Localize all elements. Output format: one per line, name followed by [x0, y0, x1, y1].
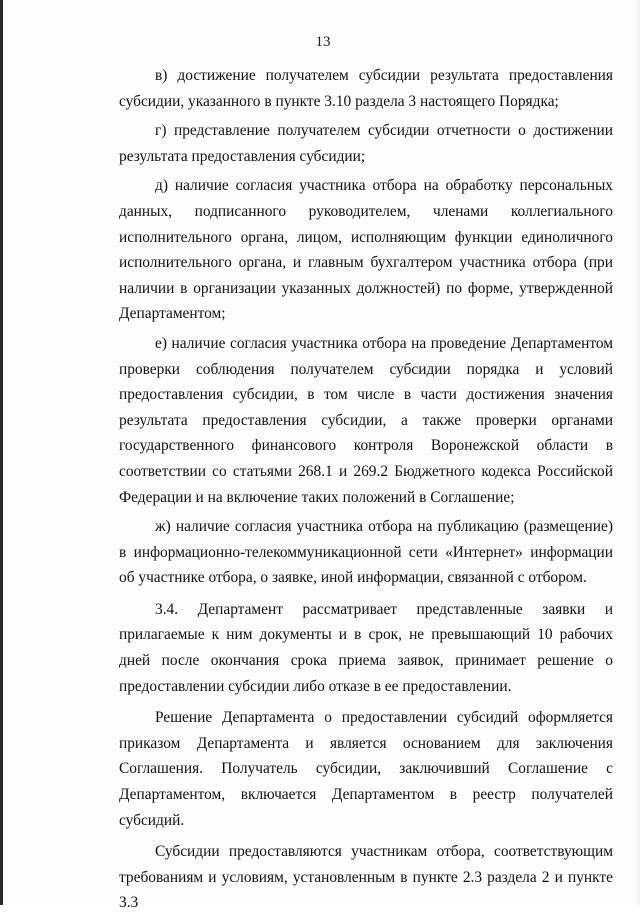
paragraph-v: в) достижение получателем субсидии результата предоставления субсидии, указанного в пункте 3.10 раздела 3 настоящего Порядка; — [119, 67, 613, 110]
scan-edge — [634, 0, 640, 905]
paragraph-e: е) наличие согласия участника отбора на проведение Департаментом проверки соблюдения получателем субсидии порядка и условий предоставления субсидии, в том числе в части достижения значения результата предоставления субсидии, а также проверки органами государственного финансового контроля Воронежской области в соответствии со статьями 268.1 и 269.2 Бюджетного кодекса Российской Федерации и на включение таких положений в Соглашение; — [119, 334, 613, 506]
paragraph-g: г) представление получателем субсидии отчетности о достижении результата предоставления субсидии; — [119, 122, 613, 165]
paragraph-d: д) наличие согласия участника отбора на обработку персональных данных, подписанного руководителем, членами коллегиального исполнительного органа, лицом, исполняющим функции единоличного исполнительного органа, и главным бухгалтером участника отбора (при наличии в организации указанных должностей) по форме, утвержденной Департаментом; — [119, 177, 613, 323]
paragraph-decision: Решение Департамента о предоставлении субсидий оформляется приказом Департамента и является основанием для заключения Соглашения. Получатель субсидии, заключивший Соглашение с Департаментом, включается Департаментом в реестр получателей субсидий. — [119, 709, 613, 829]
paragraph-zh: ж) наличие согласия участника отбора на публикацию (размещение) в информационно-телекоммуникационной сети «Интернет» информации об участнике отбора, о заявке, иной информации, связанной с отбором. — [119, 518, 613, 587]
document-body — [119, 63, 613, 916]
page-number: 13 — [315, 34, 331, 50]
paragraph-3-4: 3.4. Департамент рассматривает представленные заявки и прилагаемые к ним документы и в срок, не превышающий 10 рабочих дней после окончания срока приема заявок, принимает решение о предоставлении субсидии либо отказе в ее предоставлении. — [119, 600, 613, 695]
paragraph-subsidies: Субсидии предоставляются участникам отбора, соответствующим требованиям и условиям, установленным в пункте 2.3 раздела 2 и пункте 3.3 — [119, 843, 613, 912]
